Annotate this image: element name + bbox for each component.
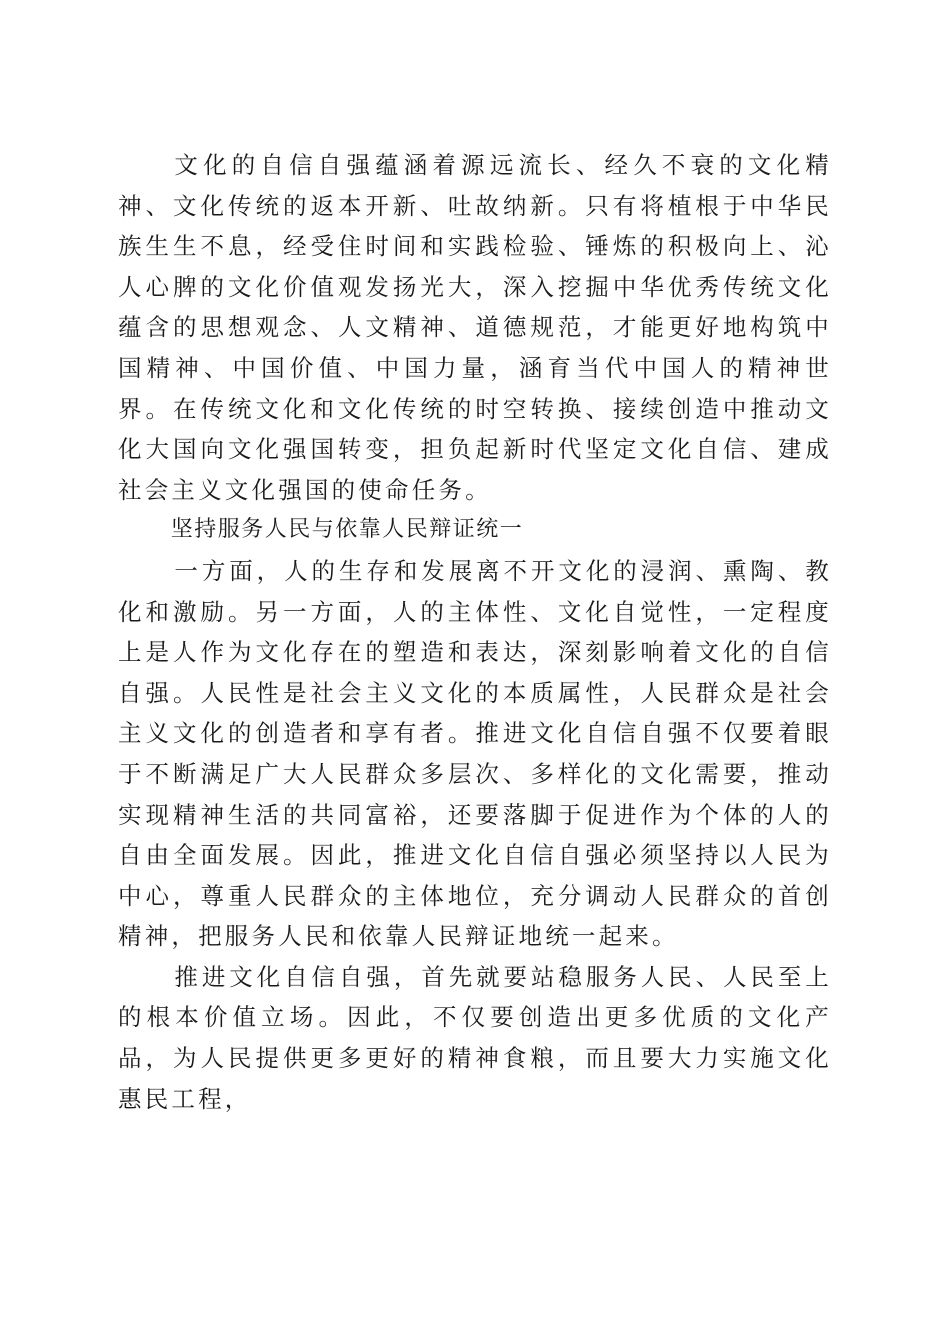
document-body: [118, 145, 832, 1119]
paragraph-serving-people: 推进文化自信自强，首先就要站稳服务人民、人民至上的根本价值立场。因此，不仅要创造出更多优质的文化产品，为人民提供更多更好的精神食粮，而且要大力实施文化惠民工程，: [118, 962, 832, 1113]
section-heading: 坚持服务人民与依靠人民辩证统一: [170, 517, 524, 543]
paragraph-cultural-confidence: 文化的自信自强蕴涵着源远流长、经久不衰的文化精神、文化传统的返本开新、吐故纳新。只有将植根于中华民族生生不息，经受住时间和实践检验、锤炼的积极向上、沁人心脾的文化价值观发扬光大，深入挖掘中华优秀传统文化蕴含的思想观念、人文精神、道德规范，才能更好地构筑中国精神、中国价值、中国力量，涵育当代中国人的精神世界。在传统文化和文化传统的时空转换、接续创造中推动文化大国向文化强国转变，担负起新时代坚定文化自信、建成社会主义文化强国的使命任务。: [118, 151, 832, 504]
paragraph-people-centered: 一方面，人的生存和发展离不开文化的浸润、熏陶、教化和激励。另一方面，人的主体性、文化自觉性，一定程度上是人作为文化存在的塑造和表达，深刻影响着文化的自信自强。人民性是社会主义文化的本质属性，人民群众是社会主义文化的创造者和享有者。推进文化自信自强不仅要着眼于不断满足广大人民群众多层次、多样化的文化需要，推动实现精神生活的共同富裕，还要落脚于促进作为个体的人的自由全面发展。因此，推进文化自信自强必须坚持以人民为中心，尊重人民群众的主体地位，充分调动人民群众的首创精神，把服务人民和依靠人民辩证地统一起来。: [118, 556, 832, 951]
